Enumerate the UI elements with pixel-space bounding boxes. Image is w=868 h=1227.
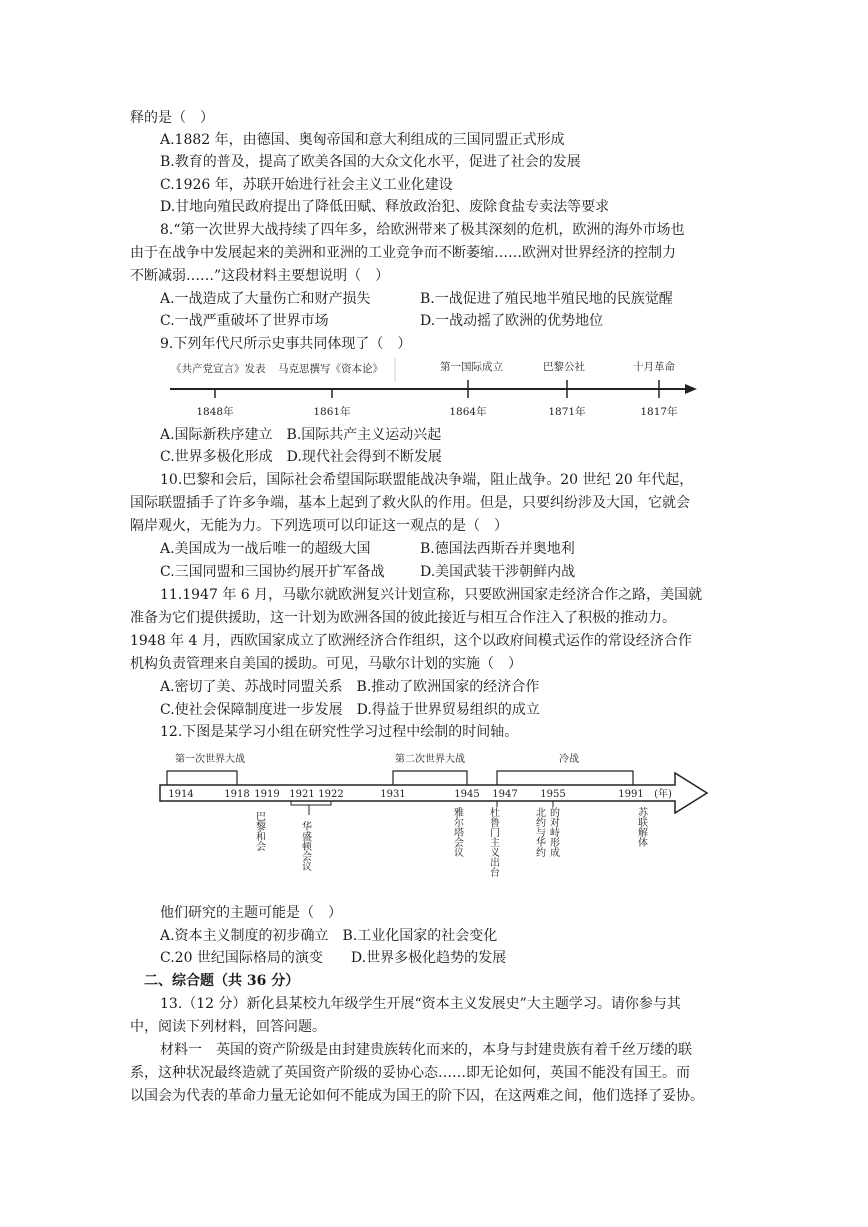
tl2-event-yalta-conference: 雅尔塔会议 [451, 807, 463, 857]
q7-option-c: C.1926 年，苏联开始进行社会主义工业化建设 [160, 177, 453, 193]
q8-stem-line2: 由于在战争中发展起来的美洲和亚洲的工业竞争而不断萎缩……欧洲对世界经济的控制力 [130, 245, 676, 261]
section-2-heading: 二、综合题（共 36 分） [144, 973, 300, 989]
q10-option-b: B.德国法西斯吞并奥地利 [420, 541, 575, 557]
tl2-event-washington-conference: 华盛顿会议 [299, 821, 311, 871]
svg-text:北约与华约: 北约与华约 [533, 807, 545, 857]
tl2-event-nato-warsaw-standoff [534, 807, 560, 858]
tl2-label-cold-war: 冷战 [559, 754, 579, 765]
tl2-label-ww1: 第一次世界大战 [175, 754, 245, 765]
tl2-year-unit: (年) [654, 789, 672, 800]
tl2-year-1991: 1991 [618, 789, 644, 800]
tl2-event-paris-peace-conference: 巴黎和会 [253, 811, 265, 851]
tl2-year-1918: 1918 [224, 789, 250, 800]
q8-stem-line3: 不断减弱……”这段材料主要想说明（ ） [130, 268, 390, 284]
tl1-event-manifesto: 《共产党宣言》发表 [171, 363, 266, 375]
tl2-bracket-cold-war [497, 771, 633, 785]
q13-stem-line2: 中，阅读下列材料，回答问题。 [130, 1019, 326, 1035]
q9-options-ab: A.国际新秩序建立 B.国际共产主义运动兴起 [160, 427, 442, 443]
q10-stem-line2: 国际联盟插手了许多争端，基本上起到了救火队的作用。但是，只要纠纷涉及大国，它就会 [130, 495, 690, 511]
q11-options-cd: C.使社会保障制度进一步发展 D.得益于世界贸易组织的成立 [160, 702, 540, 718]
material-1-line1: 材料一 英国的资产阶级是由封建贵族转化而来的，本身与封建贵族有着千丝万缕的联 [160, 1042, 692, 1058]
q11-stem-line4: 机构负责管理来自美国的援助。可见，马歇尔计划的实施（ ） [130, 656, 522, 672]
q10-stem-line1: 10.巴黎和会后，国际社会希望国际联盟能战决争端，阻止战争。20 世纪 20 年代起， [160, 472, 694, 488]
timeline-1-figure [165, 356, 705, 424]
q8-option-c: C.一战严重破坏了世界市场 [160, 313, 329, 329]
q11-stem-line2: 准备为它们提供援助，这一计划为欧洲各国的彼此接近与相互合作注入了积极的推动力。 [130, 610, 676, 626]
q12-options-ab: A.资本主义制度的初步确立 B.工业化国家的社会变化 [160, 928, 498, 944]
tl2-year-1919: 1919 [254, 789, 280, 800]
tl1-year-1861: 1861年 [313, 406, 351, 418]
q11-stem-line1: 11.1947 年 6 月，马歇尔就欧洲复兴计划宣称，只要欧洲国家走经济合作之路，美国就 [160, 587, 703, 603]
tl1-year-1848: 1848年 [196, 406, 234, 418]
q7-option-d: D.甘地向殖民政府提出了降低田赋、释放政治犯、废除食盐专卖法等要求 [160, 199, 610, 215]
tl2-year-1955: 1955 [540, 789, 566, 800]
q8-stem-line1: 8.“第一次世界大战持续了四年多，给欧洲带来了极其深刻的危机，欧洲的海外市场也 [160, 222, 685, 238]
tl2-event-ussr-dissolution: 苏联解体 [635, 807, 647, 847]
tl1-year-1871: 1871年 [548, 406, 586, 418]
q12-stem: 12.下图是某学习小组在研究性学习过程中绘制的时间轴。 [160, 724, 519, 740]
material-1-line3: 以国会为代表的革命力量无论如何不能成为国王的阶下囚，在这两难之间，他们选择了妥协。 [130, 1088, 704, 1104]
tl2-year-1922: 1922 [318, 789, 344, 800]
q7-option-b: B.教育的普及，提高了欧美各国的大众文化水平，促进了社会的发展 [160, 154, 581, 170]
tl2-bracket-ww1 [167, 771, 237, 785]
tl1-year-1817: 1817年 [640, 406, 678, 418]
tl2-year-1921: 1921 [289, 789, 315, 800]
tl1-event-das-kapital: 马克思撰写《资本论》 [278, 363, 383, 375]
q10-option-d: D.美国武装干涉朝鲜内战 [420, 564, 576, 580]
q8-option-a: A.一战造成了大量伤亡和财产损失 [160, 291, 371, 307]
tl2-year-1945: 1945 [454, 789, 480, 800]
svg-text:的对峙形成: 的对峙形成 [547, 807, 559, 857]
q13-stem-line1: 13.（12 分）新化县某校九年级学生开展“资本主义发展史”大主题学习。请你参与其 [160, 996, 681, 1012]
tl1-event-first-international: 第一国际成立 [440, 361, 503, 373]
tl2-label-ww2: 第二次世界大战 [395, 754, 465, 765]
q12-options-cd: C.20 世纪国际格局的演变 D.世界多极化趋势的发展 [160, 950, 507, 966]
tl1-event-october-revolution: 十月革命 [633, 361, 675, 373]
tl1-year-1864: 1864年 [449, 406, 487, 418]
tl1-event-paris-commune: 巴黎公社 [543, 361, 585, 373]
tl2-year-1914: 1914 [168, 789, 194, 800]
tl2-event-truman-doctrine: 杜鲁门主义出台 [487, 807, 499, 877]
material-1-line2: 系，这种状况最终造就了英国资产阶级的妥协心态……即无论如何，英国不能没有国王。而 [130, 1065, 690, 1081]
tl2-bracket-ww2 [393, 771, 467, 785]
q12-question: 他们研究的主题可能是（ ） [160, 905, 342, 921]
q8-option-b: B.一战促进了殖民地半殖民地的民族觉醒 [420, 291, 673, 307]
tl2-year-1947: 1947 [492, 789, 518, 800]
q11-options-ab: A.密切了美、苏战时同盟关系 B.推动了欧洲国家的经济合作 [160, 679, 540, 695]
q10-stem-line3: 隔岸观火，无能为力。下列选项可以印证这一观点的是（ ） [130, 518, 508, 534]
q10-option-c: C.三国同盟和三国协约展开扩军备战 [160, 564, 385, 580]
q7-option-a: A.1882 年，由德国、奥匈帝国和意大利组成的三国同盟正式形成 [160, 132, 565, 148]
tl2-year-1931: 1931 [380, 789, 406, 800]
q11-stem-line3: 1948 年 4 月，西欧国家成立了欧洲经济合作组织，这个以政府间模式运作的常设经济合作 [130, 633, 692, 649]
timeline-2-figure [155, 745, 715, 895]
q9-stem: 9.下列年代尺所示史事共同体现了（ ） [160, 336, 412, 352]
q10-option-a: A.美国成为一战后唯一的超级大国 [160, 541, 371, 557]
q9-options-cd: C.世界多极化形成 D.现代社会得到不断发展 [160, 449, 442, 465]
question-7-stem-tail: 释的是（ ） [130, 110, 214, 126]
q8-option-d: D.一战动摇了欧洲的优势地位 [420, 313, 604, 329]
